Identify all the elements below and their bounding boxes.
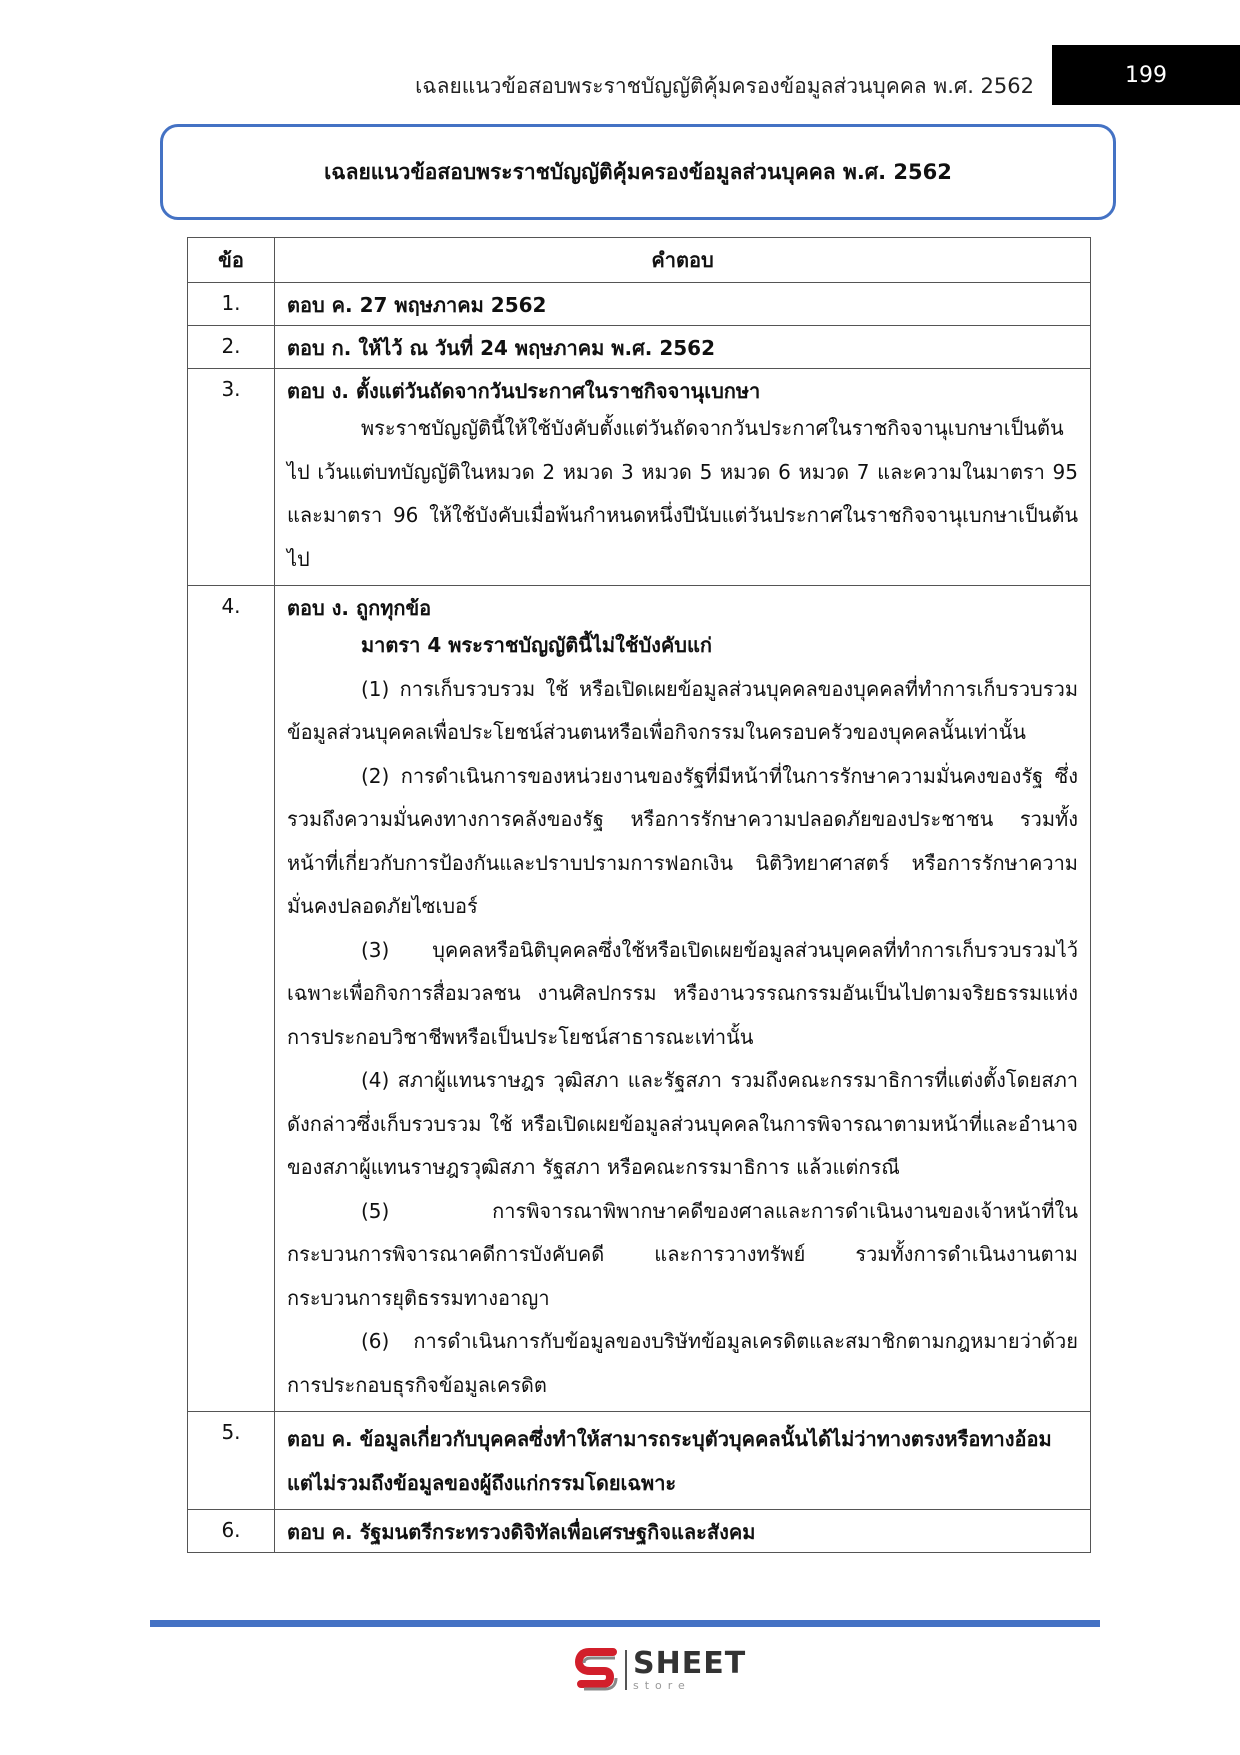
running-header-title: เฉลยแนวข้อสอบพระราชบัญญัติคุ้มครองข้อมูลส่วนบุคคล พ.ศ. 2562 <box>415 74 1034 98</box>
answer-text: ตอบ ค. 27 พฤษภาคม 2562 <box>287 293 547 317</box>
table-row <box>188 1510 1091 1553</box>
logo-text <box>633 1646 747 1692</box>
explanation-paragraph: (6) การดำเนินการกับข้อมูลของบริษัทข้อมูลเครดิตและสมาชิกตามกฎหมายว่าด้วยการประกอบธุรกิจข้อมูลเครดิต <box>287 1329 1078 1397</box>
row-number: 1. <box>188 283 275 326</box>
section-heading: มาตรา 4 พระราชบัญญัตินี้ไม่ใช้บังคับแก่ <box>361 633 712 657</box>
table-header-row <box>188 238 1091 283</box>
title-box <box>160 124 1116 220</box>
answer-text: ตอบ ง. ตั้งแต่วันถัดจากวันประกาศในราชกิจจานุเบกษา <box>287 379 761 403</box>
explanation-paragraph: (2) การดำเนินการของหน่วยงานของรัฐที่มีหน้าที่ในการรักษาความมั่นคงของรัฐ ซึ่งรวมถึงความมั่นคงทางการคลังของรัฐ หรือการรักษาความปลอดภัยของประชาชน รวมทั้งหน้าที่เกี่ยวกับการป้องกันและปราบปรามการฟอกเงิน นิติวิทยาศาสตร์ หรือการรักษาความมั่นคงปลอดภัยไซเบอร์ <box>287 763 1078 918</box>
explanation-paragraph: (3) บุคคลหรือนิติบุคคลซึ่งใช้หรือเปิดเผยข้อมูลส่วนบุคคลที่ทำการเก็บรวบรวมไว้เฉพาะเพื่อกิจการสื่อมวลชน งานศิลปกรรม หรืองานวรรณกรรมอันเป็นไปตามจริยธรรมแห่งการประกอบวิชาชีพหรือเป็นประโยชน์สาธารณะเท่านั้น <box>287 937 1078 1049</box>
table-row <box>188 283 1091 326</box>
logo-subword: store <box>633 1679 691 1692</box>
row-number: 3. <box>188 369 275 586</box>
sheet-store-logo <box>575 1645 746 1695</box>
table-row <box>188 586 1091 1412</box>
column-header-answer: คำตอบ <box>275 238 1091 283</box>
sheet-store-s-icon <box>575 1646 619 1694</box>
explanation-paragraph: (4) สภาผู้แทนราษฎร วุฒิสภา และรัฐสภา รวมถึงคณะกรรมาธิการที่แต่งตั้งโดยสภาดังกล่าวซึ่งเก็บรวบรวม ใช้ หรือเปิดเผยข้อมูลส่วนบุคคลในการพิจารณาตามหน้าที่และอำนาจของสภาผู้แทนราษฎรวุฒิสภา รัฐสภา หรือคณะกรรมาธิการ แล้วแต่กรณี <box>287 1068 1078 1179</box>
row-number: 6. <box>188 1510 275 1553</box>
table-row <box>188 326 1091 369</box>
table-row <box>188 369 1091 586</box>
answer-cell <box>275 1510 1091 1553</box>
answer-cell <box>275 1412 1091 1510</box>
row-number: 4. <box>188 586 275 1412</box>
answer-text: ตอบ ง. ถูกทุกข้อ <box>287 596 432 620</box>
answer-table <box>187 237 1091 1553</box>
document-title: เฉลยแนวข้อสอบพระราชบัญญัติคุ้มครองข้อมูลส่วนบุคคล พ.ศ. 2562 <box>324 159 952 184</box>
row-number: 5. <box>188 1412 275 1510</box>
column-header-number: ข้อ <box>188 238 275 283</box>
answer-text: ตอบ ค. รัฐมนตรีกระทรวงดิจิทัลเพื่อเศรษฐกิจและสังคม <box>287 1520 756 1544</box>
answer-cell <box>275 586 1091 1412</box>
answer-text: ตอบ ค. ข้อมูลเกี่ยวกับบุคคลซึ่งทำให้สามารถระบุตัวบุคคลนั้นได้ไม่ว่าทางตรงหรือทางอ้อม แต่ไม่รวมถึงข้อมูลของผู้ถึงแก่กรรมโดยเฉพาะ <box>287 1427 1052 1495</box>
footer-rule <box>150 1620 1100 1627</box>
answer-text: ตอบ ก. ให้ไว้ ณ วันที่ 24 พฤษภาคม พ.ศ. 2562 <box>287 336 716 360</box>
explanation-paragraph: (1) การเก็บรวบรวม ใช้ หรือเปิดเผยข้อมูลส่วนบุคคลของบุคคลที่ทำการเก็บรวบรวมข้อมูลส่วนบุคคลเพื่อประโยชน์ส่วนตนหรือเพื่อกิจกรรมในครอบครัวของบุคคลนั้นเท่านั้น <box>287 676 1078 744</box>
row-number: 2. <box>188 326 275 369</box>
logo-wordmark: SHEET <box>633 1646 747 1681</box>
answer-cell <box>275 369 1091 586</box>
answer-cell <box>275 283 1091 326</box>
answer-cell <box>275 326 1091 369</box>
table-row <box>188 1412 1091 1510</box>
page-number: 199 <box>1125 62 1167 88</box>
logo-separator <box>625 1650 627 1690</box>
explanation-paragraph: (5) การพิจารณาพิพากษาคดีของศาลและการดำเนินงานของเจ้าหน้าที่ในกระบวนการพิจารณาคดีการบังคับคดี และการวางทรัพย์ รวมทั้งการดำเนินงานตามกระบวนการยุติธรรมทางอาญา <box>287 1198 1078 1310</box>
page-number-box <box>1052 45 1240 105</box>
explanation-paragraph: พระราชบัญญัตินี้ให้ใช้บังคับตั้งแต่วันถัดจากวันประกาศในราชกิจจานุเบกษาเป็นต้นไป เว้นแต่บทบัญญัติในหมวด 2 หมวด 3 หมวด 5 หมวด 6 หมวด 7 และความในมาตรา 95 และมาตรา 96 ให้ใช้บังคับเมื่อพ้นกำหนดหนึ่งปีนับแต่วันประกาศในราชกิจจานุเบกษาเป็นต้นไป <box>287 416 1078 571</box>
